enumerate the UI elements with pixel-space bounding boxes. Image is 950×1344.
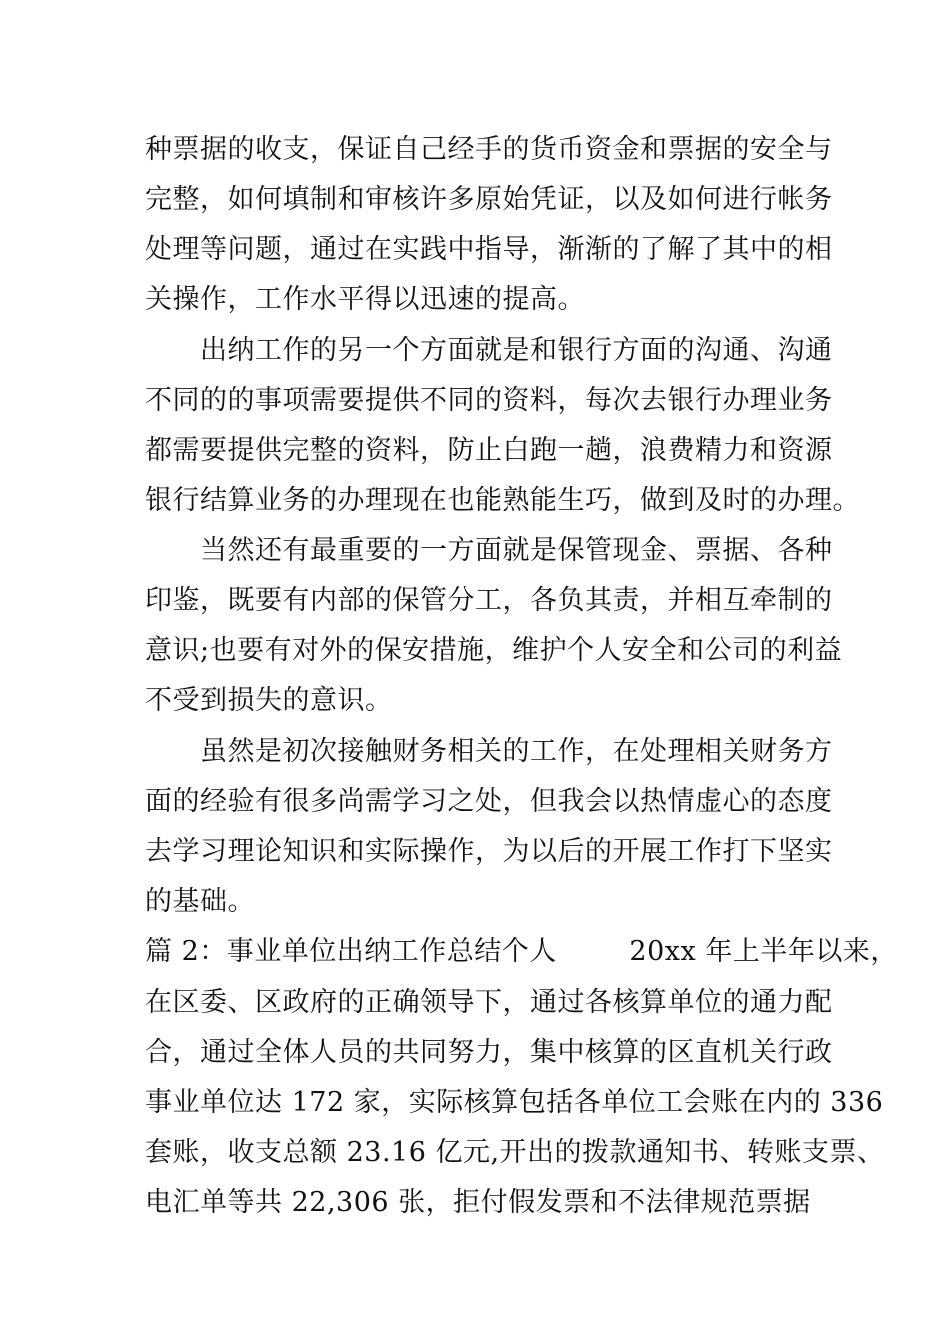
- paragraph-3-line-3: 意识;也要有对外的保安措施，维护个人安全和公司的利益: [145, 635, 843, 666]
- paragraph-3-line-2: 印鉴，既要有内部的保管分工，各负其责，并相互牵制的: [145, 585, 833, 616]
- paragraph-2-line-2: 不同的的事项需要提供不同的资料，每次去银行办理业务: [145, 385, 833, 416]
- paragraph-3-line-4: 不受到损失的意识。: [145, 685, 393, 716]
- paragraph-3-line-1: 当然还有最重要的一方面就是保管现金、票据、各种: [200, 535, 833, 566]
- section-2-line-3: 事业单位达 172 家，实际核算包括各单位工会账在内的 336: [145, 1087, 884, 1118]
- paragraph-4-line-3: 去学习理论知识和实际操作，为以后的开展工作打下坚实: [145, 836, 833, 867]
- paragraph-1-line-1: 种票据的收支，保证自己经手的货币资金和票据的安全与: [145, 134, 833, 165]
- paragraph-2-line-1: 出纳工作的另一个方面就是和银行方面的沟通、沟通: [200, 335, 833, 366]
- paragraph-2-line-3: 都需要提供完整的资料，防止白跑一趟，浪费精力和资源: [145, 435, 833, 466]
- section-2-line-2: 合，通过全体人员的共同努力，集中核算的区直机关行政: [145, 1037, 833, 1068]
- section-2-heading-line: 篇 2：事业单位出纳工作总结个人 20xx 年上半年以来，: [145, 936, 898, 967]
- section-2-line-1: 在区委、区政府的正确领导下，通过各核算单位的通力配: [145, 987, 833, 1018]
- paragraph-1-line-4: 关操作，工作水平得以迅速的提高。: [145, 284, 585, 315]
- section-2-line-4: 套账，收支总额 23.16 亿元,开出的拨款通知书、转账支票、: [145, 1137, 885, 1168]
- paragraph-1-line-2: 完整，如何填制和审核许多原始凭证，以及如何进行帐务: [145, 184, 833, 215]
- section-2-line-5: 电汇单等共 22,306 张，拒付假发票和不法律规范票据: [145, 1187, 811, 1218]
- paragraph-4-line-4: 的基础。: [145, 886, 255, 917]
- paragraph-1-line-3: 处理等问题，通过在实践中指导，渐渐的了解了其中的相: [145, 234, 833, 265]
- paragraph-4-line-2: 面的经验有很多尚需学习之处，但我会以热情虚心的态度: [145, 786, 833, 817]
- paragraph-2-line-4: 银行结算业务的办理现在也能熟能生巧，做到及时的办理。: [145, 485, 860, 516]
- paragraph-4-line-1: 虽然是初次接触财务相关的工作，在处理相关财务方: [200, 736, 833, 767]
